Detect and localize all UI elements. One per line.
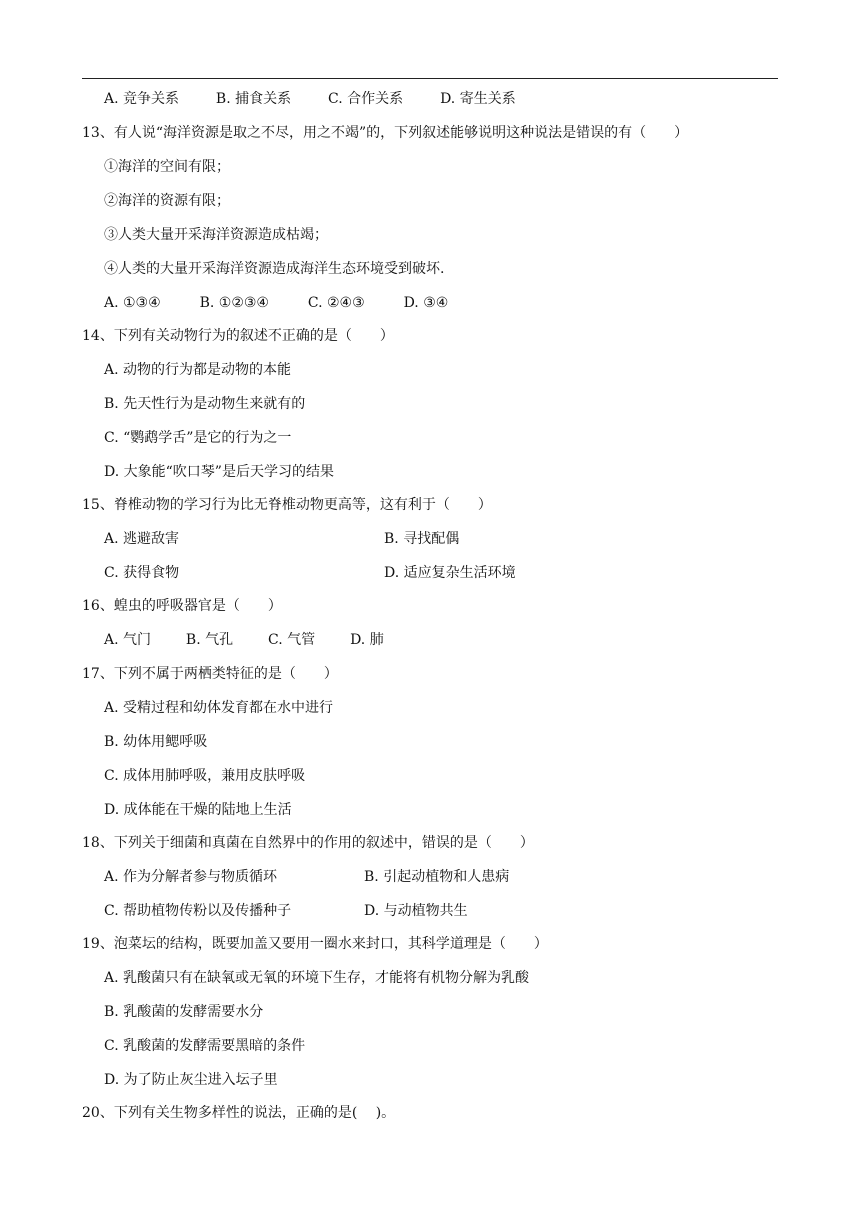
q13-statement-1: ①海洋的空间有限；	[104, 159, 230, 175]
option-c: C. 合作关系	[328, 91, 404, 107]
q14-option-d: D. 大象能“吹口琴”是后天学习的结果	[104, 464, 334, 480]
option-c: C. 气管	[268, 632, 316, 648]
q19-option-d: D. 为了防止灰尘进入坛子里	[104, 1072, 278, 1088]
q16-options	[104, 631, 384, 649]
q13-options	[104, 294, 448, 312]
option-b: B. ①②③④	[199, 295, 269, 311]
q15-option-b: B. 寻找配偶	[384, 531, 460, 547]
q19-option-b: B. 乳酸菌的发酵需要水分	[104, 1004, 264, 1020]
q13-statement-4: ④人类的大量开采海洋资源造成海洋生态环境受到破坏.	[104, 261, 445, 277]
option-a: A. 竞争关系	[104, 91, 180, 107]
q15-option-d: D. 适应复杂生活环境	[384, 565, 516, 581]
option-d: D. 寄生关系	[440, 91, 516, 107]
option-a: A. ①③④	[104, 295, 161, 311]
q17-option-d: D. 成体能在干燥的陆地上生活	[104, 802, 292, 818]
header-rule	[82, 78, 778, 79]
question-14-stem: 14、下列有关动物行为的叙述不正确的是（ ）	[82, 328, 394, 344]
q18-option-b: B. 引起动植物和人患病	[364, 869, 510, 885]
q17-option-a: A. 受精过程和幼体发育都在水中进行	[104, 700, 334, 716]
q13-statement-2: ②海洋的资源有限；	[104, 193, 230, 209]
question-16-stem: 16、蝗虫的呼吸器官是（ ）	[82, 598, 282, 614]
question-15-stem: 15、脊椎动物的学习行为比无脊椎动物更高等，这有利于（ ）	[82, 497, 492, 513]
question-18-stem: 18、下列关于细菌和真菌在自然界中的作用的叙述中，错误的是（ ）	[82, 835, 534, 851]
q18-option-a: A. 作为分解者参与物质循环	[104, 869, 278, 885]
q18-option-d: D. 与动植物共生	[364, 903, 468, 919]
question-19-stem: 19、泡菜坛的结构，既要加盖又要用一圈水来封口，其科学道理是（ ）	[82, 936, 548, 952]
option-d: D. ③④	[403, 295, 449, 311]
q15-option-a: A. 逃避敌害	[104, 531, 180, 547]
q18-option-c: C. 帮助植物传粉以及传播种子	[104, 903, 292, 919]
option-a: A. 气门	[104, 632, 152, 648]
option-b: B. 气孔	[185, 632, 234, 648]
q13-statement-3: ③人类大量开采海洋资源造成枯竭；	[104, 227, 328, 243]
question-20-stem: 20、下列有关生物多样性的说法，正确的是( )。	[82, 1105, 396, 1121]
q17-option-c: C. 成体用肺呼吸，兼用皮肤呼吸	[104, 768, 306, 784]
q17-option-b: B. 幼体用鳃呼吸	[104, 734, 208, 750]
q14-option-a: A. 动物的行为都是动物的本能	[104, 362, 292, 378]
q12-options	[104, 90, 516, 108]
option-b: B. 捕食关系	[215, 91, 292, 107]
q14-option-b: B. 先天性行为是动物生来就有的	[104, 396, 306, 412]
q14-option-c: C. “鹦鹉学舌”是它的行为之一	[104, 430, 292, 446]
q19-option-c: C. 乳酸菌的发酵需要黑暗的条件	[104, 1038, 306, 1054]
question-13-stem: 13、有人说“海洋资源是取之不尽，用之不竭”的，下列叙述能够说明这种说法是错误的有（ ）	[82, 125, 689, 141]
q15-option-c: C. 获得食物	[104, 565, 180, 581]
question-17-stem: 17、下列不属于两栖类特征的是（ ）	[82, 666, 338, 682]
option-d: D. 肺	[350, 632, 384, 648]
option-c: C. ②④③	[307, 295, 365, 311]
q19-option-a: A. 乳酸菌只有在缺氧或无氧的环境下生存，才能将有机物分解为乳酸	[104, 970, 530, 986]
